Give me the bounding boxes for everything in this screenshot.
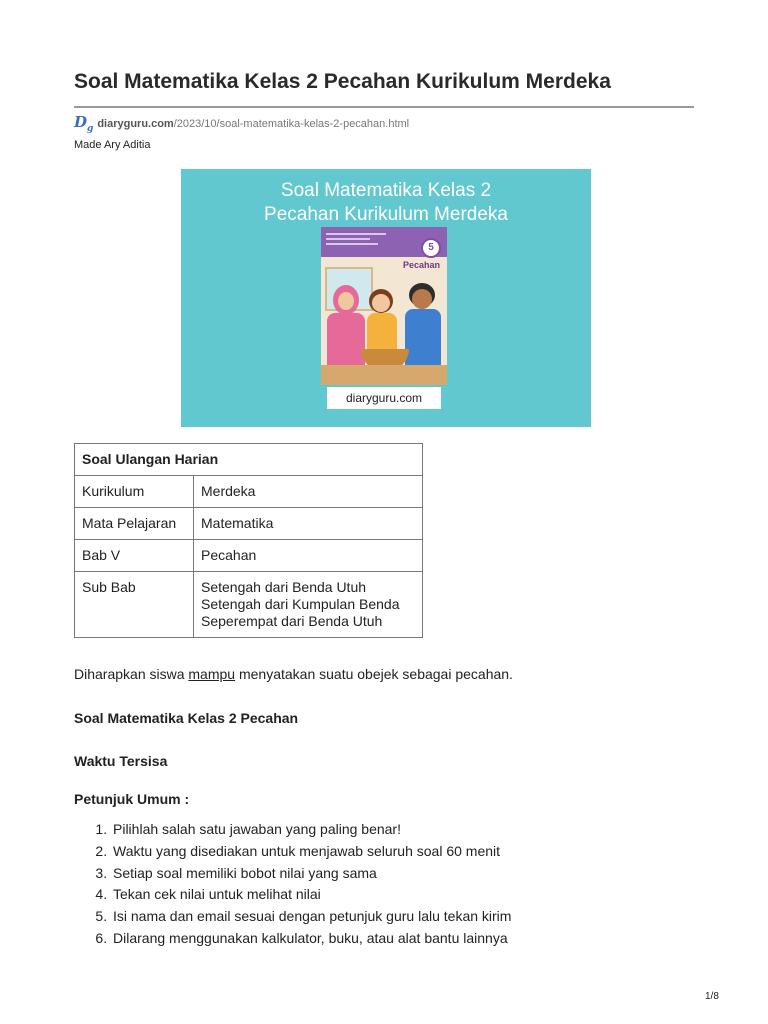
page-number: 1/8 xyxy=(705,991,719,1002)
list-item: 2. Waktu yang disediakan untuk menjawab seluruh soal 60 menit xyxy=(111,841,511,863)
table-row xyxy=(75,572,423,638)
table-illustration xyxy=(321,365,447,385)
title-divider xyxy=(74,106,694,108)
instructions-heading: Petunjuk Umum : xyxy=(74,791,190,807)
list-item: 3. Setiap soal memiliki bobot nilai yang sama xyxy=(111,863,511,885)
source-line[interactable] xyxy=(74,113,409,134)
table-cell-value: Pecahan xyxy=(194,540,423,572)
source-path[interactable]: /2023/10/soal-matematika-kelas-2-pecahan.html xyxy=(173,117,410,130)
chapter-badge: 5 xyxy=(421,238,441,258)
table-cell-label: Kurikulum xyxy=(75,476,194,508)
table-cell-label: Mata Pelajaran xyxy=(75,508,194,540)
source-domain[interactable]: diaryguru.com xyxy=(97,117,174,130)
book-cover xyxy=(321,227,447,385)
table-row xyxy=(75,508,423,540)
table-cell-label: Sub Bab xyxy=(75,572,194,638)
mampu-link[interactable]: mampu xyxy=(188,666,236,682)
book-title: Pecahan xyxy=(403,260,441,270)
table-header: Soal Ulangan Harian xyxy=(75,444,423,476)
table-cell-value: Merdeka xyxy=(194,476,423,508)
page-title: Soal Matematika Kelas 2 Pecahan Kurikulum Merdeka xyxy=(74,70,611,93)
hero-image xyxy=(181,169,591,427)
sub-bab-item: Seperempat dari Benda Utuh xyxy=(201,613,383,629)
author-name: Made Ary Aditia xyxy=(74,139,151,151)
section-title: Soal Matematika Kelas 2 Pecahan xyxy=(74,710,299,726)
hero-site-label: diaryguru.com xyxy=(327,387,441,409)
list-item: 1. Pilihlah salah satu jawaban yang paling benar! xyxy=(111,819,511,841)
instructions-list xyxy=(74,819,511,950)
table-header-row xyxy=(75,444,423,476)
site-logo-icon: $D_g$ xyxy=(74,113,94,134)
table-cell-label: Bab V xyxy=(75,540,194,572)
info-table xyxy=(74,443,423,638)
intro-paragraph: Diharapkan siswa mampu menyatakan suatu obejek sebagai pecahan. xyxy=(74,666,513,682)
table-cell-value xyxy=(194,572,423,638)
table-row xyxy=(75,476,423,508)
list-item: 4. Tekan cek nilai untuk melihat nilai xyxy=(111,884,511,906)
sub-bab-item: Setengah dari Benda Utuh xyxy=(201,579,367,595)
list-item: 5. Isi nama dan email sesuai dengan petunjuk guru lalu tekan kirim xyxy=(111,906,511,928)
list-item: 6. Dilarang menggunakan kalkulator, buku, atau alat bantu lainnya xyxy=(111,928,511,950)
hero-title: Soal Matematika Kelas 2 Pecahan Kurikulum Merdeka xyxy=(264,180,508,225)
table-row xyxy=(75,540,423,572)
sub-bab-item: Setengah dari Kumpulan Benda xyxy=(201,596,400,612)
table-cell-value: Matematika xyxy=(194,508,423,540)
time-remaining-label: Waktu Tersisa xyxy=(74,753,168,769)
